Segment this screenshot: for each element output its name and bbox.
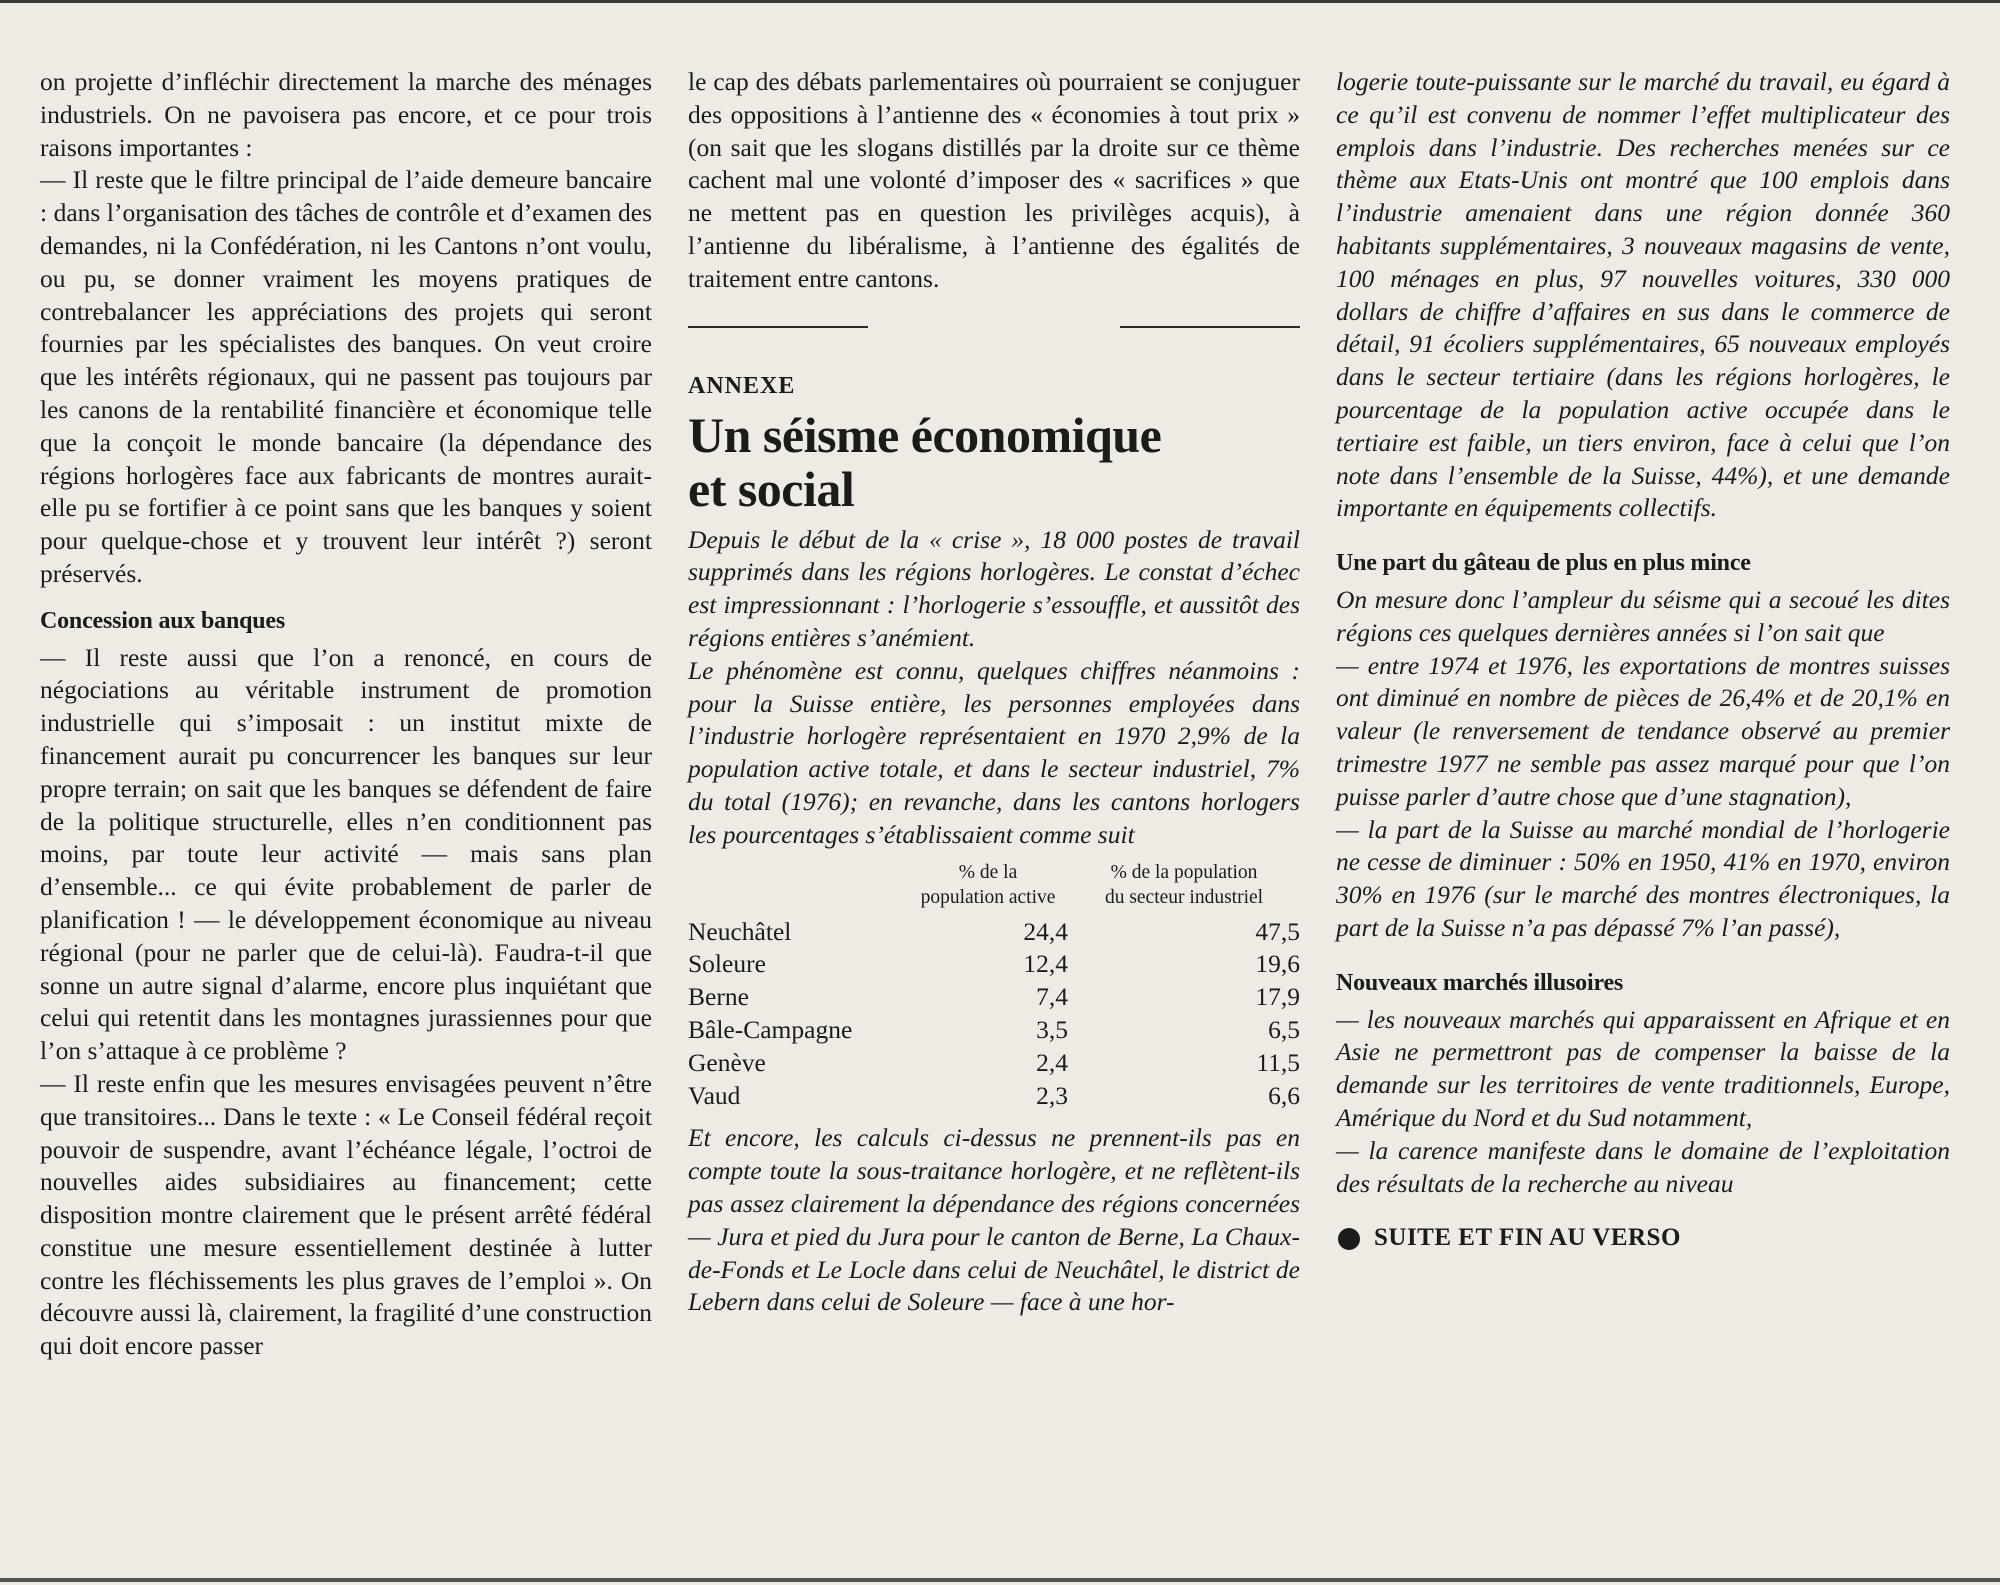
table-cell-industriel: 6,6 bbox=[1268, 1080, 1300, 1110]
headline-line-2: et social bbox=[688, 460, 855, 517]
table-cell-industriel: 11,5 bbox=[1256, 1047, 1300, 1077]
separator-rules bbox=[688, 296, 1300, 360]
separator-rule-right bbox=[1120, 326, 1300, 328]
subheading-concession: Concession aux banques bbox=[40, 607, 286, 634]
table-cell-canton: Bâle-Campagne bbox=[688, 1014, 853, 1044]
table-cell-canton: Neuchâtel bbox=[688, 916, 792, 946]
table-row bbox=[688, 916, 1300, 949]
paragraph: — Il reste aussi que l’on a renoncé, en cours de négociations au véritable instrument de promotion industrielle qui s’imposait : un institut mixte de financement aurait pu concurrencer les banques sur leur propre terrain; on sait que les banques se défendent de faire de la politique structurelle, elles n’en conditionnent pas moins, par toute leur activité — mais sans plan d’ensemble... ce qui évite probablement de parler de planification ! — le développement économique au niveau régional (pour ne parler que de celui-là). Faudra-t-il que sonne un autre signal d’alarme, encore plus inquiétant que celui qui retentit dans les montagnes jurassiennes pour que l’on s’attaque à ce problème ? bbox=[40, 642, 652, 1066]
lead-paragraph: Depuis le début de la « crise », 18 000 postes de travail supprimés dans les régions horlogères. Le constat d’échec est impressionnant : l’horlogerie s’essouffle, et aussitôt des régions entières s’anémient. bbox=[688, 524, 1300, 652]
table-header-active bbox=[908, 860, 1068, 916]
table-header-industriel bbox=[1068, 860, 1300, 916]
table-cell-canton: Berne bbox=[688, 982, 749, 1012]
table-row bbox=[688, 1014, 1300, 1047]
paragraph: — la part de la Suisse au marché mondial de l’horlogerie ne cesse de diminuer : 50% en 1950, 41% en 1970, environ 30% en 1976 (sur le marché des montres électroniques, la part de la Suisse n’a pas dépassé 7% l’an passé), bbox=[1336, 814, 1950, 942]
column-2 bbox=[688, 66, 1300, 1319]
paragraph: Et encore, les calculs ci-dessus ne prennent-ils pas en compte toute la sous-traitance horlogère, et ne reflètent-ils pas assez clairement la dépendance des régions concernées — Jura et pied du Jura pour le canton de Berne, La Chaux-de-Fonds et Le Locle dans celui de Neuchâtel, le district de Lebern dans celui de Soleure — face à une hor- bbox=[688, 1123, 1300, 1317]
statistics-table bbox=[688, 860, 1300, 1113]
table-cell-active: 2,4 bbox=[1036, 1047, 1068, 1077]
table-cell-active: 3,5 bbox=[1036, 1014, 1068, 1044]
table-row bbox=[688, 981, 1300, 1014]
header-text: % de la bbox=[958, 861, 1018, 883]
paragraph: On mesure donc l’ampleur du séisme qui a secoué les dites régions ces quelques dernières années si l’on sait que bbox=[1336, 584, 1950, 647]
paragraph: le cap des débats parlementaires où pourraient se conjuguer des oppositions à l’antienne des « économies à tout prix » (on sait que les slogans distillés par la droite sur ce thème cachent mal une volonté d’imposer des « sacrifices » que ne mettent pas en question les privilèges acquis), à l’antienne du libéralisme, à l’antienne des égalités de traitement entre cantons. bbox=[688, 67, 1300, 293]
table-cell-industriel: 6,5 bbox=[1268, 1014, 1300, 1044]
separator-rule-left bbox=[688, 326, 868, 328]
subheading-marches: Nouveaux marchés illusoires bbox=[1336, 969, 1624, 996]
paragraph: — Il reste enfin que les mesures envisagées peuvent n’être que transitoires... Dans le texte : « Le Conseil fédéral reçoit pouvoir de suspendre, avant l’échéance légale, l’octroi de nouvelles aides subsidiaires au financement; cette disposition montre clairement que le présent arrêté fédéral constitue une mesure essentiellement destinée à lutter contre les fléchissements les plus graves de l’emploi ». On découvre aussi là, clairement, la fragilité d’une construction qui doit encore passer bbox=[40, 1068, 652, 1361]
article-headline bbox=[688, 408, 1300, 516]
table-row bbox=[688, 1080, 1300, 1113]
headline-line-1: Un séisme économique bbox=[688, 406, 1162, 463]
lead-paragraph: Le phénomène est connu, quelques chiffres néanmoins : pour la Suisse entière, les personnes employées dans l’industrie horlogère représentaient en 1970 2,9% de la population active totale, et dans le secteur industriel, 7% du total (1976); en revanche, dans les cantons horlogers les pourcentages s’établissaient comme suit bbox=[688, 655, 1300, 849]
paragraph: — les nouveaux marchés qui apparaissent en Afrique et en Asie ne permettront pas de compenser la baisse de la demande sur les territoires de vente traditionnels, Europe, Amérique du Nord et du Sud notamment, bbox=[1336, 1004, 1950, 1132]
table-cell-industriel: 19,6 bbox=[1255, 949, 1300, 979]
table-cell-canton: Vaud bbox=[688, 1080, 741, 1110]
table-cell-active: 7,4 bbox=[1036, 982, 1068, 1012]
header-text: % de la population bbox=[1110, 861, 1258, 883]
subheading-gateau: Une part du gâteau de plus en plus mince bbox=[1336, 550, 1751, 577]
column-3 bbox=[1336, 66, 1950, 1255]
table-cell-active: 24,4 bbox=[1023, 916, 1068, 946]
table-cell-active: 2,3 bbox=[1036, 1080, 1068, 1110]
paragraph: on projette d’infléchir directement la marche des ménages industriels. On ne pavoisera pas encore, et ce pour trois raisons importantes : bbox=[40, 67, 652, 162]
paragraph: logerie toute-puissante sur le marché du travail, eu égard à ce qu’il est convenu de nommer l’effet multiplicateur des emplois dans l’industrie. Des recherches menées sur ce thème aux Etats-Unis ont montré que 100 emplois dans l’industrie amenaient dans une région donnée 360 habitants supplémentaires, 3 nouveaux magasins de vente, 100 ménages en plus, 97 nouvelles voitures, 330 000 dollars de chiffre d’affaires en sus dans le commerce de détail, 91 écoliers supplémentaires, 65 nouveaux employés dans le secteur tertiaire (dans les régions horlogères, le pourcentage de la population active occupée dans le tertiaire est faible, un tiers environ, face à celui que l’on note dans l’ensemble de la Suisse, 44%), et une demande importante en équipements collectifs. bbox=[1336, 67, 1950, 523]
header-text: population active bbox=[920, 886, 1056, 908]
header-text: du secteur industriel bbox=[1104, 886, 1264, 908]
table-cell-active: 12,4 bbox=[1023, 949, 1068, 979]
table-header-row bbox=[688, 860, 1300, 916]
table-cell-canton: Soleure bbox=[688, 949, 766, 979]
paragraph: — Il reste que le filtre principal de l’aide demeure bancaire : dans l’organisation des tâches de contrôle et d’examen des demandes, ni la Confédération, ni les Cantons n’ont voulu, ou pu, se donner vraiment les moyens pratiques de contrebalancer les appréciations des projets qui seront fournies par les spécialistes des banques. On veut croire que les intérêts régionaux, qui ne passent pas toujours par les canons de la rentabilité financière et économique telle que la conçoit le monde bancaire (la dépendance des régions horlogères face aux fabricants de montres aurait-elle pu se fortifier à ce point sans que les banques y soient pour quelque-chose et y trouvent leur intérêt ?) seront préservés. bbox=[40, 165, 652, 588]
table-row bbox=[688, 948, 1300, 981]
column-1 bbox=[40, 66, 652, 1363]
section-kicker: ANNEXE bbox=[688, 372, 796, 399]
continuation-text: SUITE ET FIN AU VERSO bbox=[1374, 1224, 1681, 1252]
paragraph: — la carence manifeste dans le domaine de l’exploitation des résultats de la recherche au niveau bbox=[1336, 1135, 1950, 1198]
table-header-blank bbox=[688, 860, 908, 916]
paragraph: — entre 1974 et 1976, les exportations de montres suisses ont diminué en nombre de pièces de 26,4% et de 20,1% en valeur (le renversement de tendance observé au premier trimestre 1977 ne semble pas assez marqué pour que l’on puisse parler d’autre chose que d’une stagnation), bbox=[1336, 650, 1950, 811]
continuation-notice bbox=[1336, 1222, 1950, 1255]
bottom-border-line bbox=[0, 1578, 2000, 1582]
top-border-line bbox=[0, 0, 2000, 3]
table-cell-canton: Genève bbox=[688, 1047, 766, 1077]
table-row bbox=[688, 1047, 1300, 1080]
table-cell-industriel: 17,9 bbox=[1255, 982, 1300, 1012]
table-cell-industriel: 47,5 bbox=[1255, 916, 1300, 946]
bullet-icon bbox=[1338, 1228, 1360, 1250]
